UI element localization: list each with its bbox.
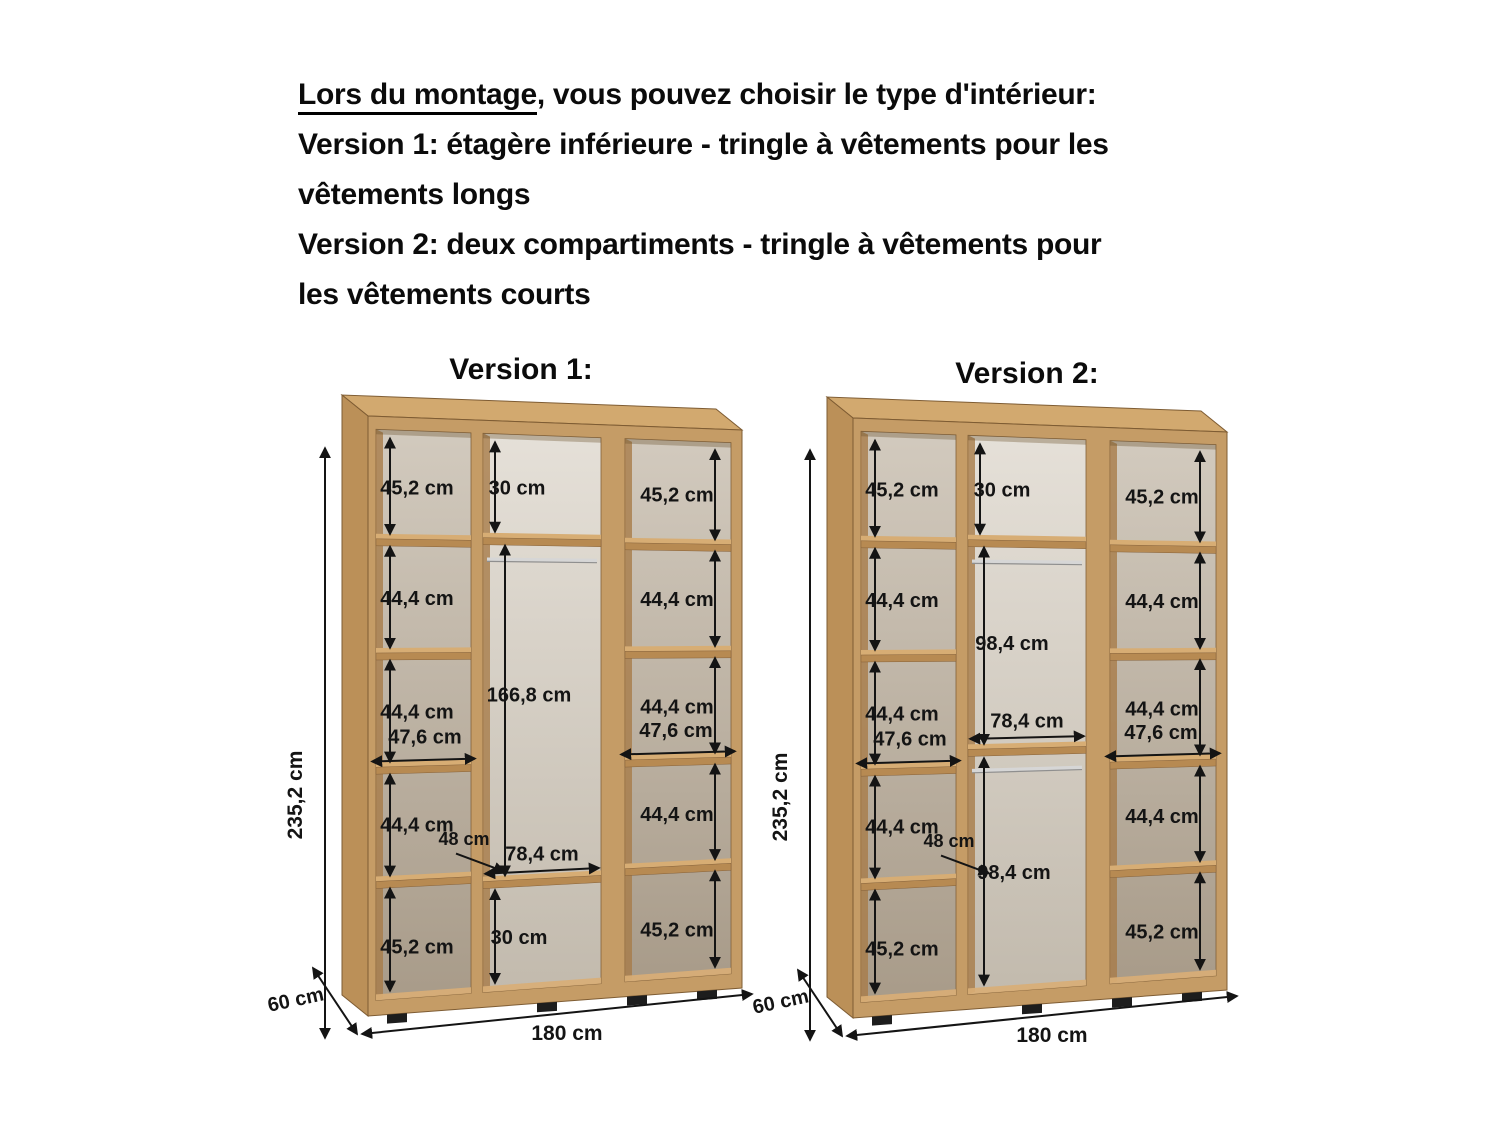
- version1-description-line1: Version 1: étagère inférieure - tringle à vêtements pour les: [298, 128, 1109, 161]
- instruction-text: [298, 70, 1278, 320]
- dimension-label: 47,6 cm: [1124, 722, 1198, 745]
- clothes-rail: [972, 561, 1082, 562]
- dimension-label: 45,2 cm: [865, 479, 939, 502]
- shelf-top: [861, 649, 956, 655]
- wardrobe-foot: [1022, 1004, 1042, 1014]
- dimension-label: 166,8 cm: [486, 684, 572, 707]
- version1-description: [298, 120, 1278, 220]
- dimension-label: 60 cm: [750, 985, 811, 1019]
- shelf-front: [1110, 653, 1216, 661]
- dimension-label: 235,2 cm: [769, 752, 792, 842]
- clothes-rail: [487, 559, 597, 560]
- wardrobe-foot: [387, 1013, 407, 1024]
- dimension-label: 48 cm: [923, 831, 975, 852]
- inner-side-shade: [625, 439, 632, 982]
- shelf-front: [861, 654, 956, 662]
- dimension-label: 47,6 cm: [873, 728, 947, 751]
- shelf-front: [625, 651, 731, 659]
- shelf-front: [376, 539, 471, 548]
- back-panel: [483, 433, 601, 992]
- inner-side-shade: [1110, 441, 1117, 984]
- dimension-label: 44,4 cm: [1125, 805, 1199, 828]
- version2-description: [298, 220, 1278, 320]
- dimension-label: 78,4 cm: [990, 710, 1064, 733]
- dimension-label: 44,4 cm: [865, 703, 939, 726]
- wardrobe-foot: [1112, 997, 1132, 1008]
- dimension-label: 30 cm: [490, 926, 548, 949]
- dimension-label: 45,2 cm: [380, 477, 454, 500]
- shelf-front: [625, 543, 731, 552]
- dimension-label: 44,4 cm: [380, 814, 454, 837]
- dimension-label: 44,4 cm: [640, 696, 714, 719]
- shelf-front: [861, 541, 956, 550]
- intro-rest-text: , vous pouvez choisir le type d'intérieur:: [536, 78, 1097, 111]
- dimension-label: 98,4 cm: [975, 633, 1049, 656]
- dimension-label: 47,6 cm: [388, 726, 462, 749]
- wardrobe-foot: [537, 1002, 557, 1012]
- dimension-label: 235,2 cm: [284, 750, 307, 840]
- wardrobe-foot: [872, 1015, 892, 1026]
- wardrobe-v1-diagram: [245, 390, 775, 1090]
- dimension-label: 44,4 cm: [380, 587, 454, 610]
- dimension-label: 45,2 cm: [640, 919, 714, 942]
- shelf-top: [1110, 648, 1216, 654]
- wardrobe-v2-diagram: [730, 392, 1260, 1092]
- dimension-label: 44,4 cm: [865, 589, 939, 612]
- dimension-label: 44,4 cm: [380, 701, 454, 724]
- dimension-label: 30 cm: [973, 479, 1031, 502]
- dimension-label: 180 cm: [1016, 1024, 1088, 1047]
- dimension-label: 47,6 cm: [639, 720, 713, 743]
- version2-title: Version 2:: [955, 357, 1099, 390]
- dimension-label: 45,2 cm: [865, 938, 939, 961]
- dimension-label: 44,4 cm: [865, 816, 939, 839]
- wardrobe-foot: [627, 995, 647, 1006]
- version1-title: Version 1:: [449, 353, 593, 386]
- shelf-top: [625, 646, 731, 652]
- dimension-label: 45,2 cm: [380, 936, 454, 959]
- shelf-top: [376, 647, 471, 653]
- dimension-label: 30 cm: [488, 477, 546, 500]
- dimension-label: 44,4 cm: [640, 589, 714, 612]
- dimension-label: 98,4 cm: [977, 861, 1051, 884]
- dimension-label: 45,2 cm: [1125, 486, 1199, 509]
- dimension-label: 44,4 cm: [640, 803, 714, 826]
- version1-description-line2: vêtements longs: [298, 178, 531, 211]
- dimension-label: 48 cm: [438, 829, 490, 850]
- shelf-front: [1110, 545, 1216, 554]
- shelf-front: [376, 652, 471, 660]
- dimension-label: 78,4 cm: [505, 843, 579, 866]
- dimension-label: 44,4 cm: [1125, 698, 1199, 721]
- intro-line: [298, 70, 1278, 120]
- version2-description-line2: les vêtements courts: [298, 278, 591, 311]
- dimension-label: 45,2 cm: [1125, 921, 1199, 944]
- intro-underlined-text: Lors du montage: [298, 78, 537, 115]
- wardrobe-side-panel: [342, 395, 368, 1016]
- dimension-label: 180 cm: [531, 1022, 603, 1045]
- dimension-label: 44,4 cm: [1125, 591, 1199, 614]
- dimension-label: 45,2 cm: [640, 484, 714, 507]
- wardrobe-side-panel: [827, 397, 853, 1018]
- inner-side-shade: [483, 433, 490, 992]
- inner-side-shade: [968, 435, 975, 994]
- dimension-label: 60 cm: [265, 983, 326, 1017]
- version2-description-line1: Version 2: deux compartiments - tringle à vêtements pour: [298, 228, 1102, 261]
